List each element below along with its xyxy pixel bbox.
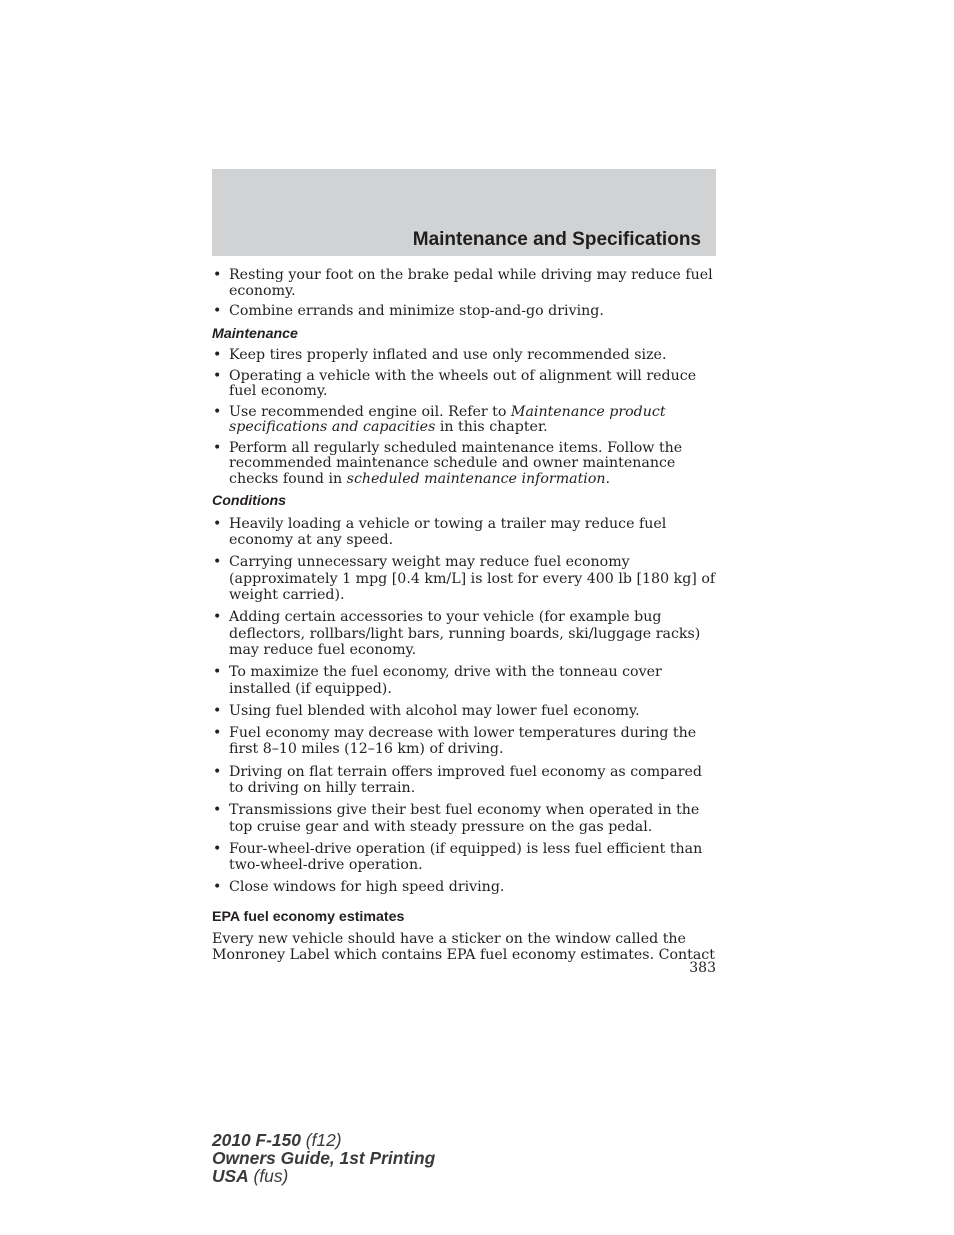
epa-paragraph: Every new vehicle should have a sticker on the window called the Monroney Label which contains EPA fuel economy estimates. Contact xyxy=(212,931,715,964)
cross-reference-text: Maintenance product specifications and capacities xyxy=(229,403,666,435)
list-item: • Heavily loading a vehicle or towing a trailer may reduce fuel economy at any speed. xyxy=(212,516,718,549)
list-item: • Driving on flat terrain offers improved fuel economy as compared to driving on hilly terrain. xyxy=(212,764,718,797)
maintenance-heading: Maintenance xyxy=(212,325,298,342)
list-item-text: in this chapter. xyxy=(435,419,548,435)
intro-bullet-list xyxy=(212,268,718,320)
footer-model: 2010 F-150 xyxy=(212,1130,301,1150)
list-item-text: . xyxy=(605,470,611,487)
footer-guide: Owners Guide, 1st Printing xyxy=(212,1148,436,1168)
chapter-header-band xyxy=(212,169,716,256)
footer-model-line xyxy=(212,1131,435,1149)
cross-reference-text: scheduled maintenance information xyxy=(346,470,606,487)
list-item: • Four-wheel-drive operation (if equipped) is less fuel efficient than two-wheel-drive operation. xyxy=(212,841,718,874)
list-item: • Resting your foot on the brake pedal while driving may reduce fuel economy. xyxy=(212,268,718,299)
footer-region-code: (fus) xyxy=(248,1166,289,1186)
list-item: • Combine errands and minimize stop-and-go driving. xyxy=(212,304,718,320)
maintenance-bullet-list xyxy=(212,348,718,487)
list-item-text: Perform all regularly scheduled maintenance items. Follow the recommended maintenance schedule and owner maintenance checks found in xyxy=(229,439,683,487)
list-item: • Carrying unnecessary weight may reduce fuel economy (approximately 1 mpg [0.4 km/L] is lost for every 400 lb [180 kg] of weight carried). xyxy=(212,554,718,604)
footer-model-code: (f12) xyxy=(300,1130,342,1150)
conditions-bullet-list xyxy=(212,516,718,896)
footer-guide-line xyxy=(212,1149,435,1167)
page-number: 383 xyxy=(689,960,716,976)
document-footer xyxy=(212,1131,435,1185)
list-item-text: Use recommended engine oil. Refer to xyxy=(229,403,511,420)
page-content xyxy=(212,268,718,963)
chapter-title: Maintenance and Specifications xyxy=(412,229,701,250)
list-item: • Adding certain accessories to your vehicle (for example bug deflectors, rollbars/light bars, running boards, ski/luggage racks) may reduce fuel economy. xyxy=(212,609,718,659)
list-item: • To maximize the fuel economy, drive with the tonneau cover installed (if equipped). xyxy=(212,664,718,697)
conditions-heading: Conditions xyxy=(212,493,287,509)
footer-region: USA xyxy=(212,1166,249,1186)
footer-region-line xyxy=(212,1167,435,1185)
list-item: • Operating a vehicle with the wheels out of alignment will reduce fuel economy. xyxy=(212,369,718,400)
epa-heading: EPA fuel economy estimates xyxy=(212,908,405,925)
list-item xyxy=(212,441,718,488)
list-item: • Transmissions give their best fuel economy when operated in the top cruise gear and with steady pressure on the gas pedal. xyxy=(212,802,718,835)
list-item: • Fuel economy may decrease with lower temperatures during the first 8–10 miles (12–16 km) of driving. xyxy=(212,725,718,758)
list-item xyxy=(212,405,718,436)
list-item: • Keep tires properly inflated and use only recommended size. xyxy=(212,348,718,364)
list-item: • Using fuel blended with alcohol may lower fuel economy. xyxy=(212,703,718,720)
list-item: • Close windows for high speed driving. xyxy=(212,879,718,896)
